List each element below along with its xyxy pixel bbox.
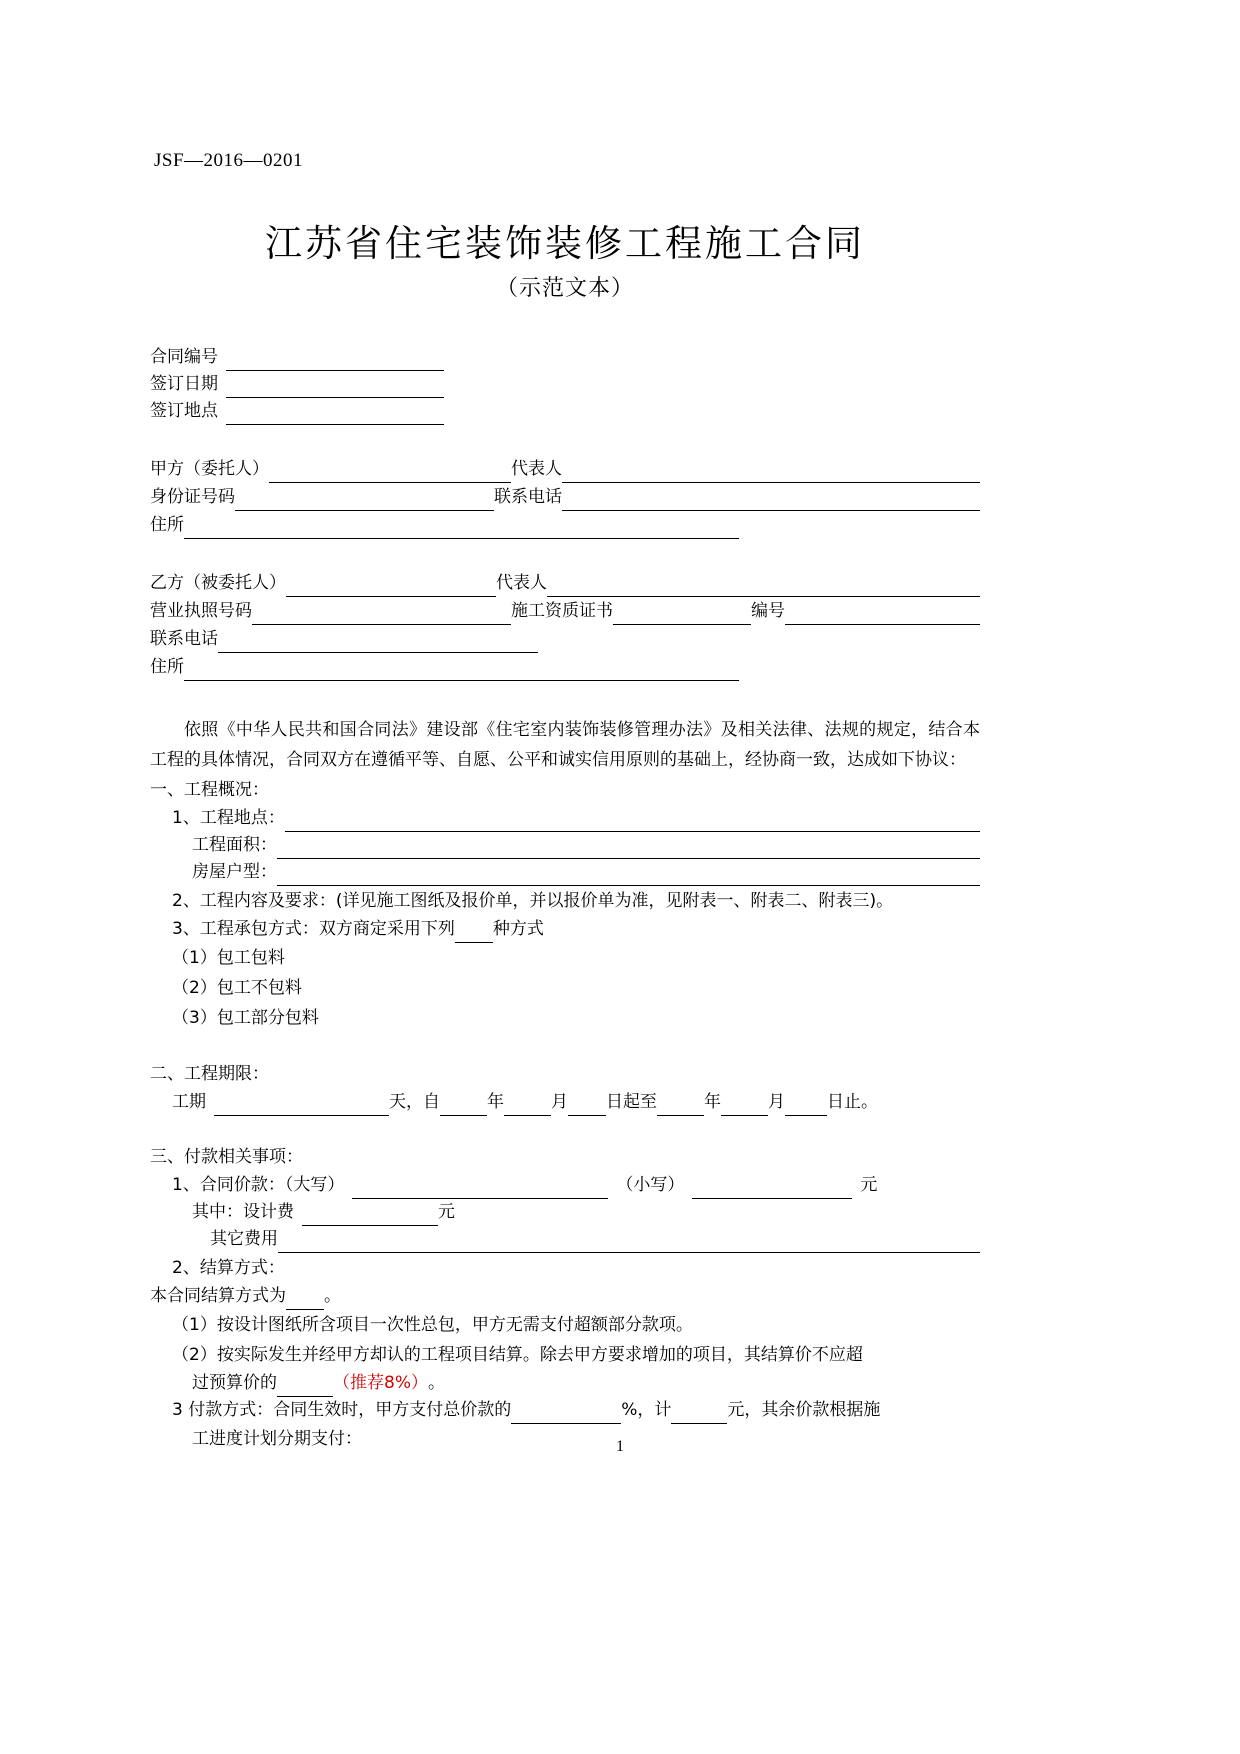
- party-a-id-label: 身份证号码: [150, 486, 235, 507]
- title-block: [150, 221, 980, 304]
- party-a-address-row: [150, 511, 980, 539]
- design-fee-label: 其中：设计费: [192, 1201, 294, 1222]
- project-area-input[interactable]: [277, 839, 980, 859]
- party-b-block: [150, 569, 980, 681]
- contract-mode-option-1[interactable]: （1）包工包料: [172, 947, 285, 968]
- start-month-label: 月: [551, 1091, 568, 1112]
- page-number: 1: [616, 1438, 624, 1455]
- party-a-phone-input[interactable]: [562, 491, 980, 511]
- project-location-label: 1、工程地点：: [172, 807, 285, 828]
- party-a-id-input[interactable]: [235, 491, 494, 511]
- project-term-unit: 天，自: [389, 1091, 440, 1112]
- page-subtitle: （示范文本）: [495, 276, 634, 302]
- party-b-name-input[interactable]: [286, 577, 496, 597]
- settlement-option-2[interactable]: [150, 1340, 980, 1370]
- end-month-input[interactable]: [721, 1096, 768, 1116]
- page-content: [150, 150, 980, 1454]
- party-b-phone-row: [150, 625, 980, 653]
- section-3-heading: 三、付款相关事项：: [150, 1146, 303, 1167]
- document-code: JSF—2016—0201: [154, 150, 304, 171]
- contract-mode-label: 3、工程承包方式：双方商定采用下列: [172, 918, 455, 939]
- project-term-row: [150, 1089, 980, 1116]
- budget-limit-period: 。: [427, 1372, 445, 1393]
- design-fee-input[interactable]: [302, 1206, 438, 1226]
- start-day-input[interactable]: [568, 1096, 606, 1116]
- project-content-item: 2、工程内容及要求：(详见施工图纸及报价单，并以报价单为准，见附表一、附表二、附表三)。: [172, 890, 894, 911]
- budget-limit-label: 过预算价的: [192, 1372, 277, 1393]
- contract-mode-input[interactable]: [455, 923, 493, 943]
- contract-price-small-label: （小写）: [616, 1174, 685, 1195]
- payment-method-line2: 工进度计划分期支付：: [192, 1428, 362, 1449]
- payment-amount-suffix: 元，其余价款根据施: [727, 1399, 881, 1420]
- house-type-label: 房屋户型：: [192, 861, 277, 882]
- party-a-name-row: [150, 455, 980, 483]
- party-b-phone-label: 联系电话: [150, 628, 218, 649]
- party-b-rep-input[interactable]: [547, 577, 980, 597]
- end-month-label: 月: [768, 1091, 785, 1112]
- end-year-label: 年: [704, 1091, 721, 1112]
- party-b-qualification-label: 施工资质证书: [511, 600, 613, 621]
- spacer: [150, 1033, 980, 1059]
- contract-number-label: 合同编号: [150, 346, 218, 367]
- payment-percent-unit: %，计: [621, 1399, 672, 1420]
- party-b-qual-no-input[interactable]: [785, 605, 980, 625]
- party-b-license-input[interactable]: [252, 605, 511, 625]
- sign-date-row: [150, 371, 980, 398]
- sign-date-label: 签订日期: [150, 373, 218, 394]
- project-location-row: [150, 805, 980, 832]
- start-year-label: 年: [487, 1091, 504, 1112]
- party-b-qual-no-label: 编号: [751, 600, 785, 621]
- settlement-mode-period: 。: [324, 1285, 341, 1306]
- party-b-qualification-input[interactable]: [613, 605, 751, 625]
- party-a-rep-input[interactable]: [562, 463, 980, 483]
- party-a-block: [150, 455, 980, 539]
- settlement-option-2-text: （2）按实际发生并经甲方却认的工程项目结算。除去甲方要求增加的项目，其结算价不应超: [172, 1344, 863, 1365]
- contract-number-row: [150, 344, 980, 371]
- other-fee-row: [150, 1226, 980, 1253]
- contract-mode-suffix: 种方式: [492, 918, 544, 939]
- party-b-rep-label: 代表人: [496, 572, 547, 593]
- contract-price-figures-input[interactable]: [692, 1179, 852, 1199]
- party-a-name-input[interactable]: [269, 463, 511, 483]
- party-b-address-row: [150, 653, 980, 681]
- start-month-input[interactable]: [504, 1096, 551, 1116]
- party-a-name-label: 甲方（委托人）: [150, 458, 269, 479]
- payment-percent-input[interactable]: [511, 1404, 621, 1424]
- settlement-heading: 2、结算方式：: [172, 1257, 285, 1278]
- budget-limit-row: [150, 1370, 980, 1397]
- party-b-name-row: [150, 569, 980, 597]
- contract-mode-option-2[interactable]: （2）包工不包料: [172, 977, 302, 998]
- party-b-name-label: 乙方（被委托人）: [150, 572, 286, 593]
- party-a-address-input[interactable]: [184, 519, 739, 539]
- end-day-input[interactable]: [785, 1096, 827, 1116]
- project-term-label: 工期: [172, 1091, 206, 1112]
- project-term-days-input[interactable]: [214, 1096, 389, 1116]
- party-a-rep-label: 代表人: [511, 458, 562, 479]
- contract-meta-block: [150, 344, 980, 425]
- contract-price-label: 1、合同价款：（大写）: [172, 1174, 345, 1195]
- contract-mode-row: [150, 916, 980, 943]
- spacer: [150, 1116, 980, 1142]
- contract-price-row: [150, 1172, 980, 1199]
- sign-place-input[interactable]: [226, 405, 444, 425]
- section-2-heading: 二、工程期限：: [150, 1063, 269, 1084]
- start-day-label: 日起至: [606, 1091, 657, 1112]
- contract-number-input[interactable]: [226, 351, 444, 371]
- sign-place-row: [150, 398, 980, 425]
- section-1-heading: 一、工程概况：: [150, 779, 269, 800]
- page-title: 江苏省住宅装饰装修工程施工合同: [265, 221, 865, 265]
- intro-paragraph: 依照《中华人民共和国合同法》建设部《住宅室内装饰装修管理办法》及相关法律、法规的规定，结合本工程的具体情况，合同双方在遵循平等、自愿、公平和诚实信用原则的基础上，经协商一致，达成如下协议：: [150, 719, 980, 770]
- project-location-input[interactable]: [285, 812, 980, 832]
- other-fee-label: 其它费用: [210, 1228, 278, 1249]
- party-b-license-label: 营业执照号码: [150, 600, 252, 621]
- party-b-phone-input[interactable]: [218, 633, 538, 653]
- payment-method-row: [150, 1397, 980, 1424]
- budget-limit-input[interactable]: [277, 1377, 333, 1397]
- settlement-mode-input[interactable]: [286, 1290, 324, 1310]
- settlement-mode-label: 本合同结算方式为: [150, 1285, 286, 1306]
- payment-amount-input[interactable]: [671, 1404, 727, 1424]
- budget-recommendation-note: （推荐8%）: [333, 1372, 428, 1393]
- sign-date-input[interactable]: [226, 378, 444, 398]
- party-a-phone-label: 联系电话: [494, 486, 562, 507]
- design-fee-unit: 元: [438, 1201, 455, 1222]
- contract-price-unit: 元: [860, 1174, 878, 1195]
- party-a-address-label: 住所: [150, 514, 184, 535]
- project-area-row: [150, 832, 980, 859]
- settlement-option-1[interactable]: （1）按设计图纸所含项目一次性总包，甲方无需支付超额部分款项。: [172, 1314, 693, 1335]
- end-day-label: 日止。: [827, 1091, 878, 1112]
- other-fee-input[interactable]: [278, 1233, 980, 1253]
- settlement-mode-row: [150, 1283, 980, 1310]
- contract-mode-option-3[interactable]: （3）包工部分包料: [172, 1007, 319, 1028]
- party-b-address-label: 住所: [150, 656, 184, 677]
- design-fee-row: [150, 1199, 980, 1226]
- project-area-label: 工程面积：: [192, 834, 277, 855]
- end-year-input[interactable]: [657, 1096, 704, 1116]
- contract-price-words-input[interactable]: [352, 1179, 608, 1199]
- house-type-row: [150, 859, 980, 886]
- party-a-id-row: [150, 483, 980, 511]
- party-b-license-row: [150, 597, 980, 625]
- sign-place-label: 签订地点: [150, 400, 218, 421]
- payment-method-label: 3 付款方式：合同生效时，甲方支付总价款的: [172, 1399, 512, 1420]
- start-year-input[interactable]: [440, 1096, 487, 1116]
- house-type-input[interactable]: [277, 866, 980, 886]
- party-b-address-input[interactable]: [184, 661, 739, 681]
